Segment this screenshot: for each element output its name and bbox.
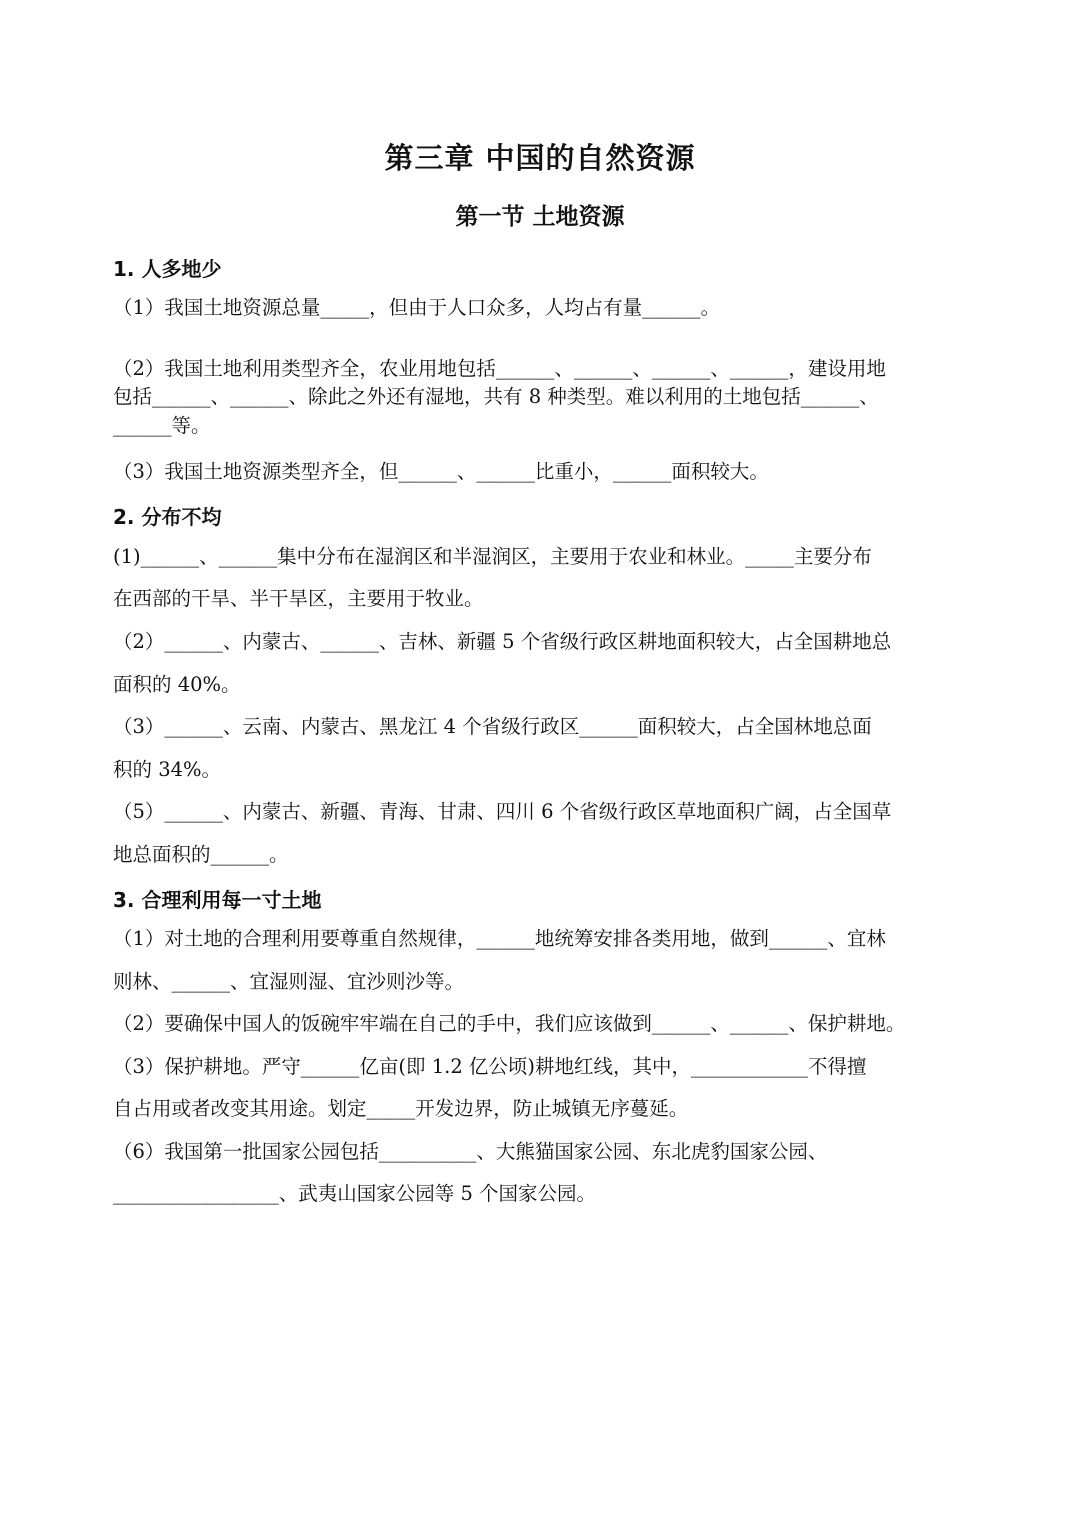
text-line: （5）______、内蒙古、新疆、青海、甘肃、四川 6 个省级行政区草地面积广阔，占全国草	[113, 800, 892, 823]
section-heading-3: 3. 合理利用每一寸土地	[113, 888, 322, 912]
text-line: （1）对土地的合理利用要尊重自然规律，______地统筹安排各类用地，做到______、宜林	[113, 927, 886, 950]
text-line: _________________、武夷山国家公园等 5 个国家公园。	[113, 1182, 597, 1205]
text-line: 自占用或者改变其用途。划定_____开发边界，防止城镇无序蔓延。	[113, 1097, 689, 1120]
text-line: ______等。	[113, 414, 211, 437]
text-line: 积的 34%。	[113, 758, 222, 781]
text-line: （2）我国土地利用类型齐全，农业用地包括______、______、______、______，建设用地	[113, 357, 886, 380]
text-line: 则林、______、宜湿则湿、宜沙则沙等。	[113, 970, 465, 993]
text-line: 在西部的干旱、半干旱区，主要用于牧业。	[113, 587, 484, 610]
section-heading-1: 1. 人多地少	[113, 257, 222, 281]
text-line: （3）______、云南、内蒙古、黑龙江 4 个省级行政区______面积较大，占全国林地总面	[113, 715, 872, 738]
text-line: (1)______、______集中分布在湿润区和半湿润区，主要用于农业和林业。_____主要分布	[113, 545, 872, 568]
text-line: 面积的 40%。	[113, 673, 241, 696]
text-line: （1）我国土地资源总量_____，但由于人口众多，人均占有量______。	[113, 296, 721, 319]
chapter-title: 第三章 中国的自然资源	[384, 141, 696, 175]
text-line: （2）______、内蒙古、______、吉林、新疆 5 个省级行政区耕地面积较大，占全国耕地总	[113, 630, 892, 653]
text-line: （6）我国第一批国家公园包括__________、大熊猫国家公园、东北虎豹国家公园、	[113, 1140, 828, 1163]
text-line: 地总面积的______。	[113, 843, 289, 866]
text-line: （3）保护耕地。严守______亿亩(即 1.2 亿公顷)耕地红线，其中，____________不得擅	[113, 1055, 867, 1078]
text-line: （3）我国土地资源类型齐全，但______、______比重小，______面积较大。	[113, 460, 769, 483]
section-title: 第一节 土地资源	[455, 204, 625, 230]
text-line: 包括______、______、除此之外还有湿地，共有 8 种类型。难以利用的土地包括______、	[113, 385, 879, 408]
text-line: （2）要确保中国人的饭碗牢牢端在自己的手中，我们应该做到______、______、保护耕地。	[113, 1012, 906, 1035]
section-heading-2: 2. 分布不均	[113, 505, 222, 529]
